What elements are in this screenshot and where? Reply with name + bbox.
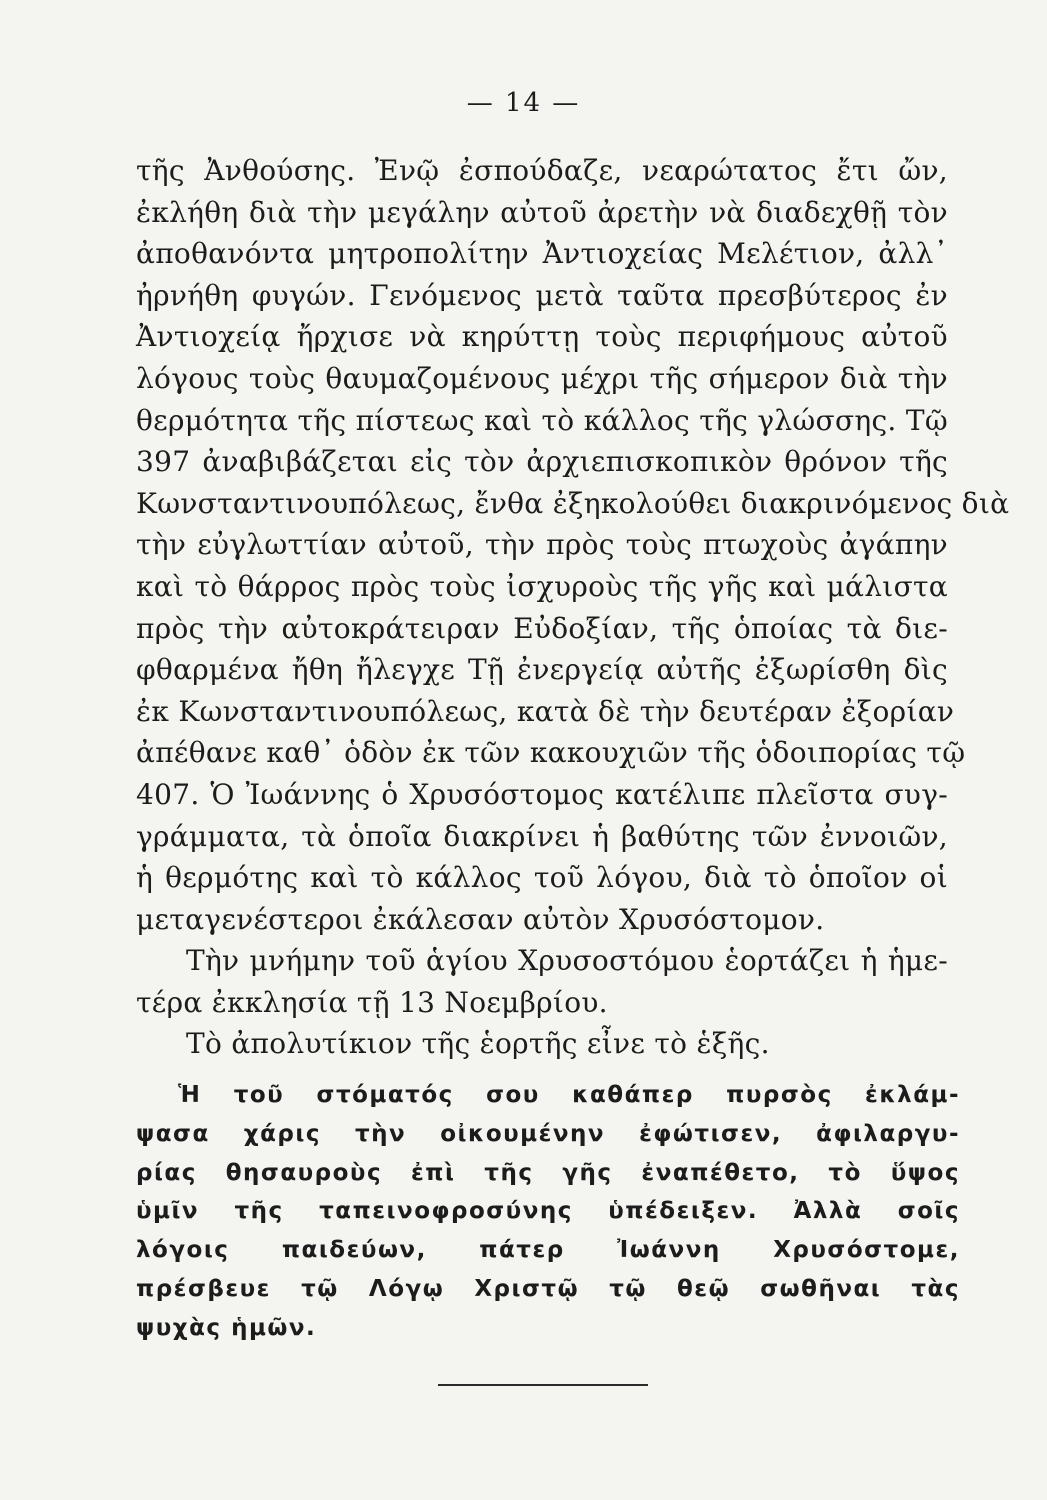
text-line: τέρα ἐκκλησία τῇ 13 Νοεμβρίου. [136,985,608,1019]
text-line: ἡ θερμότης καὶ τὸ κάλλος τοῦ λόγου, διὰ τὸ ὁποῖον οἱ [136,861,948,895]
text-line: θερμότητα τῆς πίστεως καὶ τὸ κάλλος τῆς γλώσσης. Τῷ [136,403,948,437]
text-line: ἀποθανόντα μητροπολίτην Ἀντιοχείας Μελέτιον, ἀλλ᾽ [136,237,948,271]
text-line: τῆς Ἀνθούσης. Ἐνῷ ἐσπούδαζε, νεαρώτατος ἔτι ὤν, [136,154,948,187]
text-line: λόγους τοὺς θαυμαζομένους μέχρι τῆς σήμερον διὰ τὴν [136,361,948,395]
section-divider [438,1384,648,1386]
text-line: 407. Ὁ Ἰωάννης ὁ Χρυσόστομος κατέλιπε πλεῖστα συγ- [136,777,948,811]
text-line: τὴν εὐγλωττίαν αὐτοῦ, τὴν πρὸς τοὺς πτωχοὺς ἀγάπην [136,528,948,562]
hymn-line: πρέσβευε τῷ Λόγῳ Χριστῷ τῷ θεῷ σωθῆναι τὰς [136,1275,960,1302]
hymn-line: ψασα χάρις τὴν οἰκουμένην ἐφώτισεν, ἀφιλαργυ- [136,1120,960,1147]
text-line: μεταγενέστεροι ἐκάλεσαν αὐτὸν Χρυσόστομον. [136,902,825,936]
text-line: πρὸς τὴν αὐτοκράτειραν Εὐδοξίαν, τῆς ὁποίας τὰ διε- [136,611,948,645]
text-line: ἠρνήθη φυγών. Γενόμενος μετὰ ταῦτα πρεσβύτερος ἐν [136,278,948,312]
hymn-line: ρίας θησαυροὺς ἐπὶ τῆς γῆς ἐναπέθετο, τὸ ὕψος [136,1159,960,1186]
text-line: ἀπέθανε καθ᾽ ὁδὸν ἐκ τῶν κακουχιῶν τῆς ὁδοιπορίας τῷ [136,736,966,770]
hymn-line: Ἡ τοῦ στόματός σου καθάπερ πυρσὸς ἐκλάμ- [178,1082,960,1108]
text-line: ἐκλήθη διὰ τὴν μεγάλην αὐτοῦ ἀρετὴν νὰ διαδεχθῇ τὸν [136,195,948,229]
text-line: ἐκ Κωνσταντινουπόλεως, κατὰ δὲ τὴν δευτέραν ἐξορίαν [136,694,955,728]
text-line: Τὴν μνήμην τοῦ ἁγίου Χρυσοστόμου ἑορτάζει ἡ ἡμε- [186,944,948,978]
hymn-line: ὑμῖν τῆς ταπεινοφροσύνης ὑπέδειξεν. Ἀλλὰ σοῖς [136,1198,960,1225]
page-number: — 14 — [466,88,581,118]
apolytikion-hymn [136,1076,960,1348]
hymn-line: λόγοις παιδεύων, πάτερ Ἰωάννη Χρυσόστομε, [136,1237,960,1264]
body-text [136,150,1010,1065]
text-line: Κωνσταντινουπόλεως, ἔνθα ἐξηκολούθει διακρινόμενος διὰ [136,486,1010,520]
text-line: καὶ τὸ θάρρος πρὸς τοὺς ἰσχυροὺς τῆς γῆς καὶ μάλιστα [136,569,948,603]
text-line: Τὸ ἀπολυτίκιον τῆς ἑορτῆς εἶνε τὸ ἑξῆς. [186,1027,770,1061]
text-line: 397 ἀναβιβάζεται εἰς τὸν ἀρχιεπισκοπικὸν θρόνον τῆς [136,445,948,479]
text-line: φθαρμένα ἤθη ἤλεγχε Τῇ ἐνεργείᾳ αὐτῆς ἐξωρίσθη δὶς [136,653,948,687]
text-line: Ἀντιοχείᾳ ἤρχισε νὰ κηρύττῃ τοὺς περιφήμους αὐτοῦ [136,320,948,354]
text-line: γράμματα, τὰ ὁποῖα διακρίνει ἡ βαθύτης τῶν ἐννοιῶν, [136,819,948,853]
hymn-line: ψυχὰς ἡμῶν. [136,1314,317,1341]
